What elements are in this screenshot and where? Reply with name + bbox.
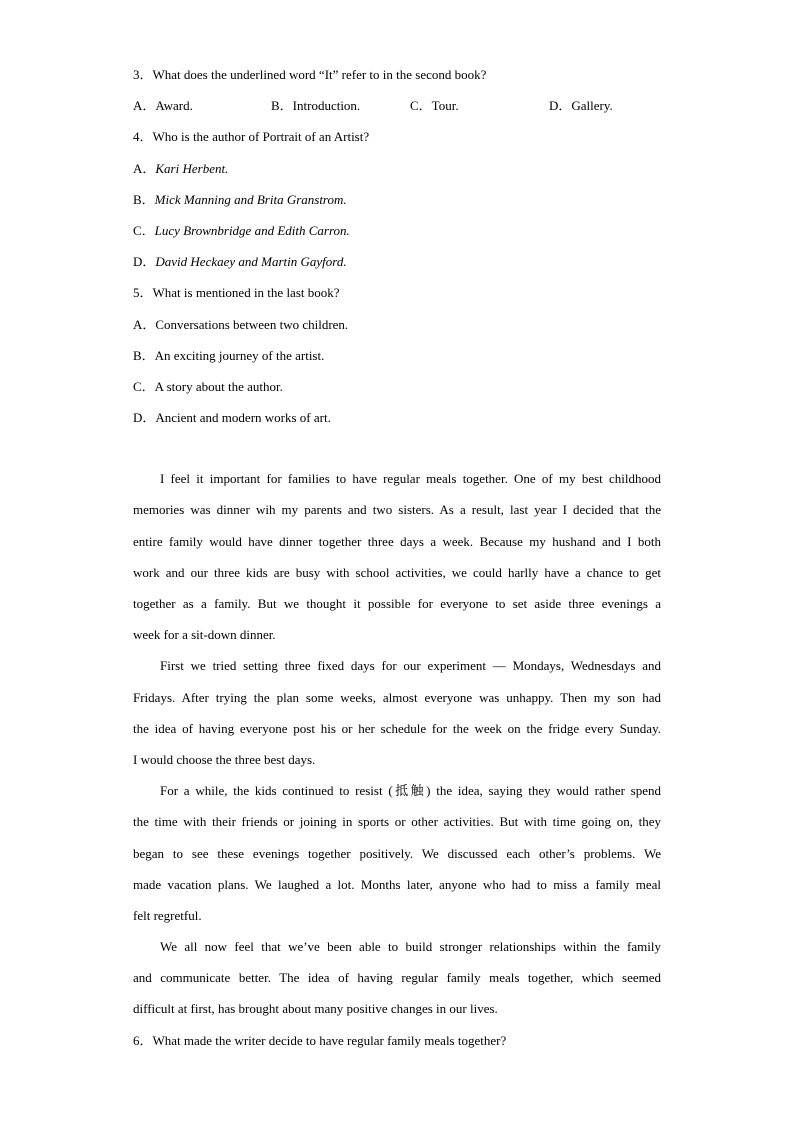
reading-passage: [133, 468, 661, 1029]
paragraph-2: [133, 655, 661, 780]
q5-option-c: C．A story about the author.: [133, 378, 283, 394]
p3-line-2: the time with their friends or joining in sports or other activities. But with time going on, they: [133, 814, 661, 830]
p2-line-2: Fridays. After trying the plan some weeks, almost everyone was unhappy. Then my son had: [133, 689, 661, 705]
section-gap: [133, 438, 661, 468]
q4-option-c: C．Lucy Brownbridge and Edith Carron.: [133, 222, 350, 238]
p3-line-5: felt regretful.: [133, 907, 202, 923]
paragraph-1: [133, 468, 661, 655]
q4-stem: 4．Who is the author of Portrait of an Artist?: [133, 129, 370, 145]
q3-options: [133, 95, 661, 126]
q3-option-a: A．Award.: [133, 98, 193, 114]
q3-option-d: D．Gallery.: [549, 98, 613, 114]
q3-option-b: B．Introduction.: [271, 98, 361, 114]
p1-line-1: I feel it important for families to have regular meals together. One of my best childhood: [160, 471, 661, 487]
p1-line-3: entire family would have dinner together three days a week. Because my hushand and I both: [133, 533, 661, 549]
q3-stem: 3．What does the underlined word “It” refer to in the second book?: [133, 67, 487, 82]
q4-option-a: A．Kari Herbent.: [133, 160, 229, 176]
q4-option-b: B．Mick Manning and Brita Granstrom.: [133, 191, 347, 207]
p1-line-4: work and our three kids are busy with school activities, we could harlly have a chance to get: [133, 564, 661, 580]
q6-stem: 6．What made the writer decide to have regular family meals together?: [133, 1032, 507, 1048]
p3-line-1: For a while, the kids continued to resist (抵触) the idea, saying they would rather spend: [160, 783, 661, 799]
p1-line-2: memories was dinner wih my parents and two sisters. As a result, last year I decided that the: [133, 502, 661, 518]
q4-option-d: D．David Heckaey and Martin Gayford.: [133, 254, 347, 270]
paragraph-4: [133, 936, 661, 1030]
p2-line-1: First we tried setting three fixed days for our experiment — Mondays, Wednesdays and: [160, 658, 661, 674]
p4-line-3: difficult at first, has brought about many positive changes in our lives.: [133, 1001, 498, 1017]
p4-line-2: and communicate better. The idea of having regular family meals together, which seemed: [133, 970, 661, 986]
p1-line-5: together as a family. But we thought it possible for everyone to set aside three evenings a: [133, 596, 661, 611]
content-column: [133, 64, 661, 1061]
p4-line-1: We all now feel that we’ve been able to build stronger relationships within the family: [160, 939, 661, 955]
p2-line-4: I would choose the three best days.: [133, 751, 316, 767]
paragraph-3: [133, 780, 661, 936]
p3-line-4: made vacation plans. We laughed a lot. Months later, anyone who had to miss a family meal: [133, 876, 661, 892]
p3-line-3: began to see these evenings together positively. We discussed each other’s problems. We: [133, 845, 661, 861]
q5-option-a: A．Conversations between two children.: [133, 316, 349, 332]
q5-option-b: B．An exciting journey of the artist.: [133, 347, 325, 363]
q5-stem: 5．What is mentioned in the last book?: [133, 285, 340, 301]
p1-line-6: week for a sit-down dinner.: [133, 627, 276, 643]
q3-option-c: C．Tour.: [410, 98, 459, 114]
q5-option-d: D．Ancient and modern works of art.: [133, 410, 331, 426]
p2-line-3: the idea of having everyone post his or her schedule for the week on the fridge every Sunday.: [133, 720, 661, 736]
